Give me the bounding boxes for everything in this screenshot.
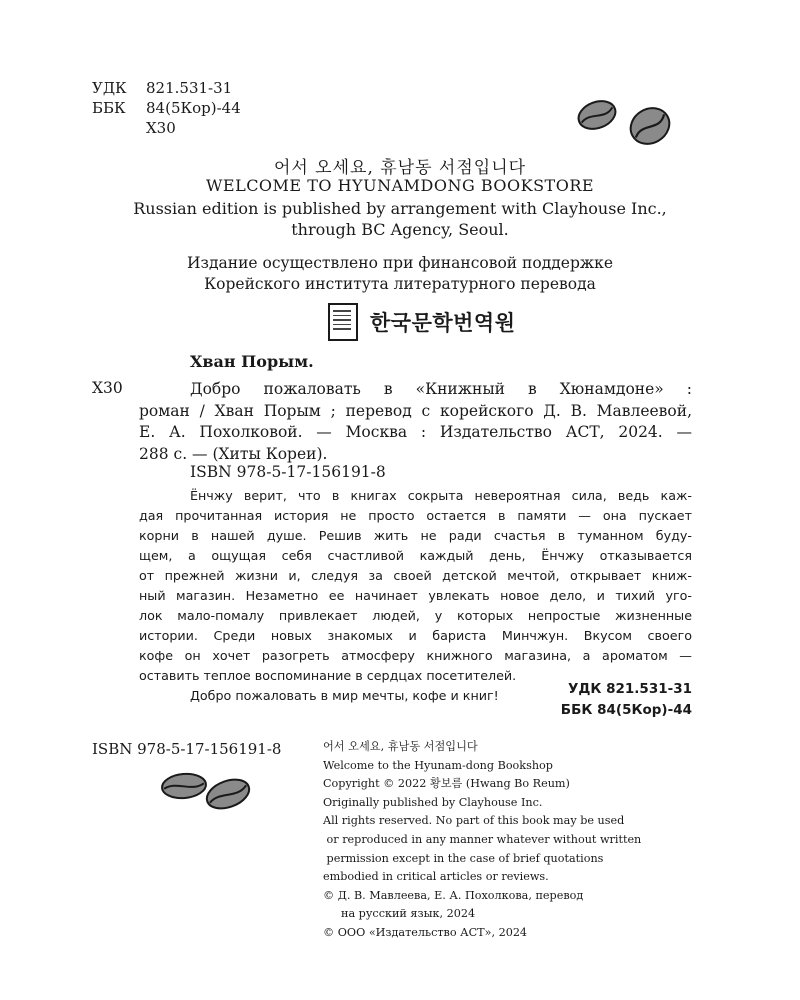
annotation-line: щем, а ощущая себя счастливой каждый день, Ёнчжу отказывается — [139, 548, 692, 563]
originally-published-line: Originally published by Clayhouse Inc. — [323, 795, 543, 809]
udk-bottom: УДК 821.531-31 — [567, 681, 692, 697]
bibliographic-description — [139, 379, 692, 465]
biblio-line: Добро пожаловать в «Книжный в Хюнамдоне» : — [190, 380, 692, 398]
annotation-line: от прежней жизни и, следуя за своей детской мечтой, открывает книж- — [139, 568, 692, 583]
english-title: WELCOME TO HYUNAMDONG BOOKSTORE — [205, 176, 595, 195]
isbn-top: ISBN 978-5-17-156191-8 — [190, 463, 386, 481]
lti-logo-name: 한국문학번역원 — [370, 311, 516, 335]
publisher-line: © ООО «Издательство АСТ», 2024 — [323, 925, 528, 939]
coffee-beans-icon — [572, 93, 682, 153]
support-line-1: Издание осуществлено при финансовой поддержке — [187, 254, 613, 272]
annotation-line: Ёнчжу верит, что в книгах сокрыта невероятная сила, ведь каж- — [190, 488, 692, 503]
rights-line-1: Russian edition is published by arrangement with Clayhouse Inc., — [133, 199, 667, 218]
coffee-beans-small-icon — [152, 766, 262, 816]
copyright-korean-title: 어서 오세요, 휴남동 서점입니다 — [323, 740, 478, 753]
copyright-line: Copyright © 2022 황보름 (Hwang Bo Reum) — [323, 777, 570, 791]
support-notice — [0, 253, 800, 295]
rights-reserved-line: permission except in the case of brief quotations — [323, 851, 604, 865]
annotation-line: оставить теплое воспоминание в сердцах посетителей. — [139, 668, 517, 683]
annotation-line: Добро пожаловать в мир мечты, кофе и книг! — [190, 688, 499, 703]
annotation-line: истории. Среди новых знакомых и бариста Минчжун. Вкусом своего — [139, 628, 692, 643]
isbn-bottom: ISBN 978-5-17-156191-8 — [92, 740, 282, 758]
udk-value: 821.531-31 — [146, 79, 233, 97]
translators-line: на русский язык, 2024 — [341, 907, 476, 921]
copyright-english-title: Welcome to the Hyunam-dong Bookshop — [323, 758, 553, 772]
bbk-label: ББК — [92, 99, 126, 117]
author-mark: Х30 — [146, 119, 176, 137]
rights-line-2: through BC Agency, Seoul. — [291, 220, 509, 239]
rights-reserved-line: or reproduced in any manner whatever without written — [323, 832, 642, 846]
author-mark-left: Х30 — [92, 379, 123, 397]
biblio-line: Е. А. Похолковой. — Москва : Издательство АСТ, 2024. — — [139, 423, 692, 441]
annotation-line: лок мало-помалу привлекает людей, у которых непростые жизненные — [139, 608, 692, 623]
korean-title: 어서 오세요, 휴남동 서점입니다 — [273, 158, 527, 178]
rights-reserved-line: embodied in critical articles or reviews. — [323, 870, 549, 884]
bbk-bottom: ББК 84(5Кор)-44 — [560, 702, 692, 718]
biblio-line: 288 с. — (Хиты Кореи). — [139, 444, 328, 463]
copyright-block — [323, 738, 723, 943]
translators-line: © Д. В. Мавлеева, Е. А. Похолкова, перевод — [323, 888, 584, 902]
author-heading: Хван Порым. — [190, 352, 314, 371]
classification-codes-bottom — [561, 679, 692, 721]
biblio-line: роман / Хван Порым ; перевод с корейского Д. В. Мавлеевой, — [139, 401, 692, 420]
annotation-line: корни в нашей душе. Решив жить не ради счастья в туманном буду- — [139, 528, 692, 543]
annotation-line: дая прочитанная история не просто остается в памяти — она пускает — [139, 508, 692, 523]
lti-korea-logo — [328, 303, 516, 341]
annotation — [139, 486, 692, 706]
rights-reserved-line: All rights reserved. No part of this book may be used — [323, 814, 625, 828]
bbk-value: 84(5Кор)-44 — [146, 99, 241, 117]
classification-codes — [92, 78, 241, 138]
support-line-2: Корейского института литературного перевода — [204, 275, 596, 293]
annotation-line: ный магазин. Незаметно ее начинает увлекать новое дело, и тихий уго- — [139, 588, 692, 603]
annotation-line: кофе он хочет разогреть атмосферу книжного магазина, а ароматом — — [139, 648, 692, 663]
rights-notice — [0, 198, 800, 240]
lti-logo-icon — [328, 303, 358, 341]
udk-label: УДК — [92, 79, 127, 97]
